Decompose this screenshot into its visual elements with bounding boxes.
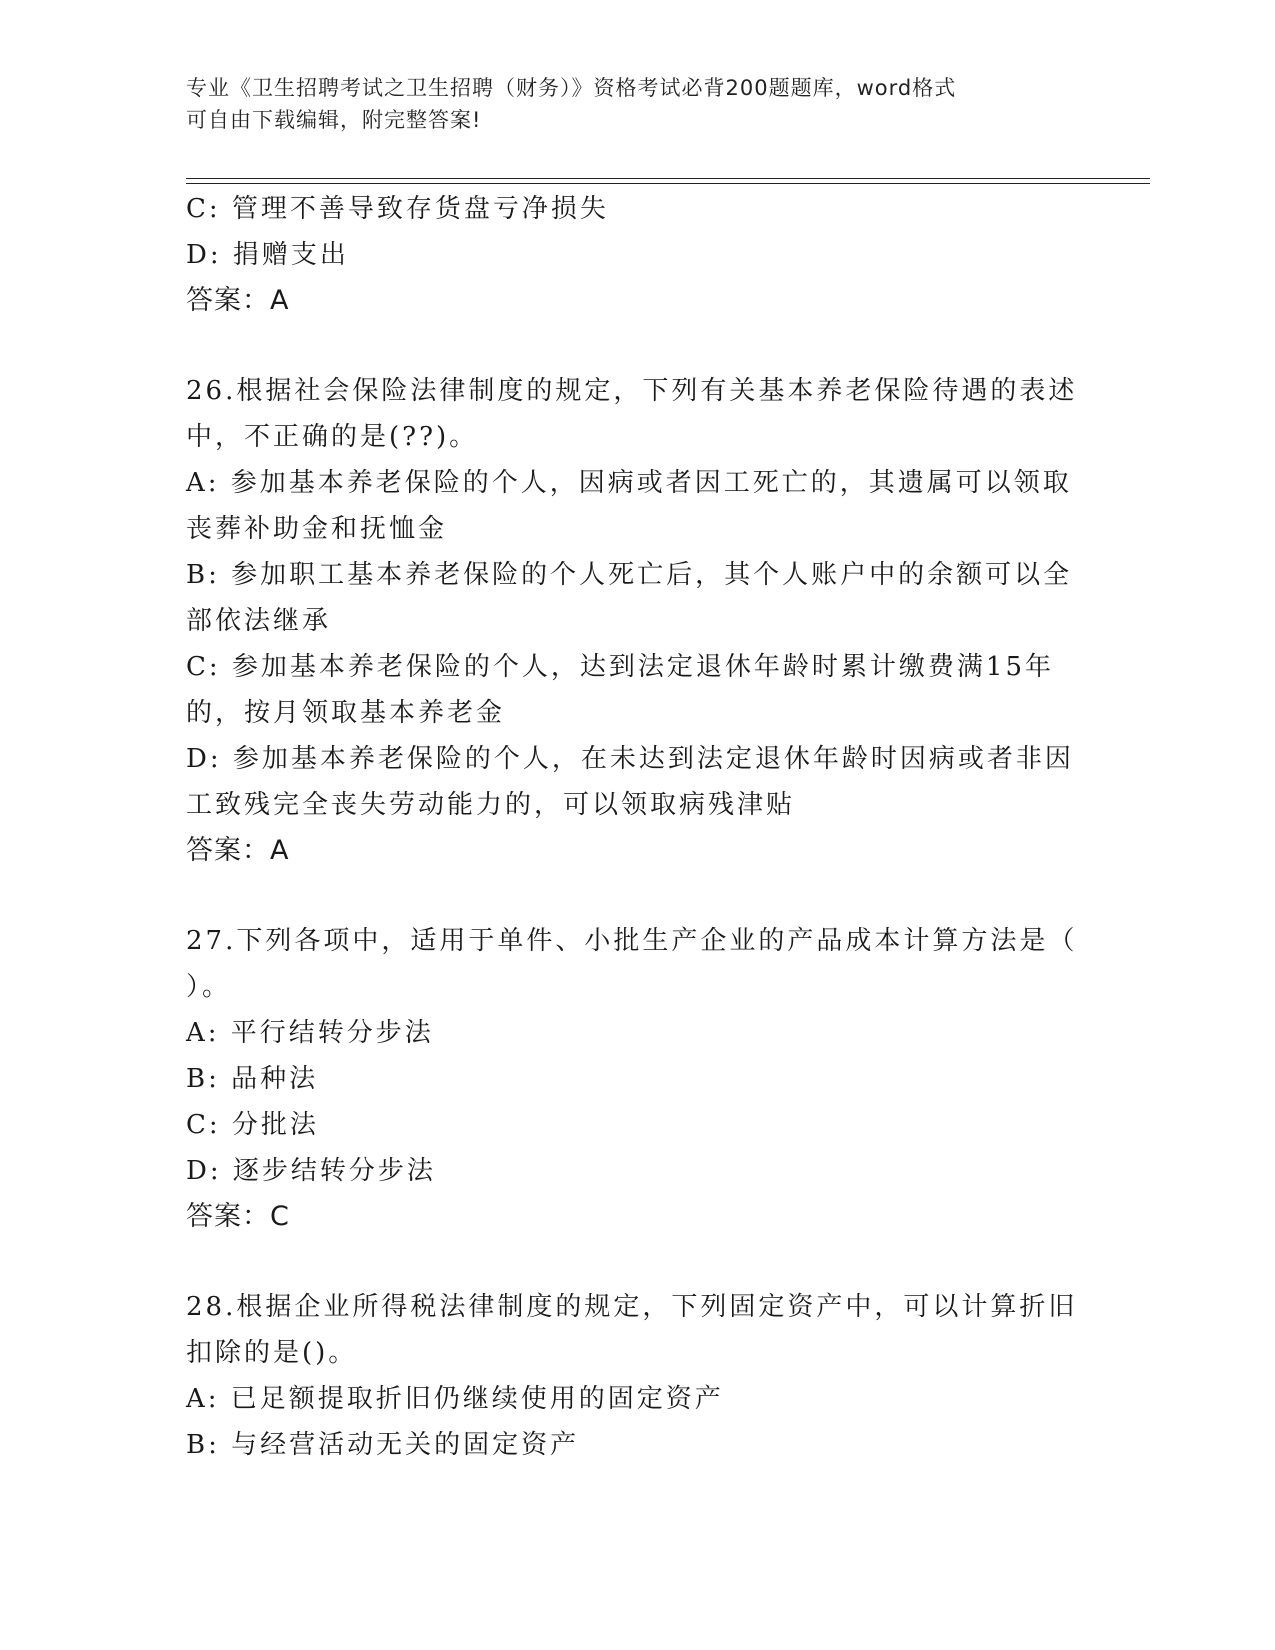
option-a-continued: 丧葬补助金和抚恤金 bbox=[186, 514, 448, 544]
option-b: B: 参加职工基本养老保险的个人死亡后，其个人账户中的余额可以全 bbox=[186, 560, 1073, 590]
question-26 bbox=[186, 368, 1078, 874]
option-c-continued: 的，按月领取基本养老金 bbox=[186, 698, 506, 728]
option-b: B: 与经营活动无关的固定资产 bbox=[186, 1430, 580, 1460]
spacer bbox=[186, 324, 1066, 368]
option-d: D: 捐赠支出 bbox=[186, 240, 349, 270]
document-body bbox=[186, 186, 1078, 1468]
option-c: C: 分批法 bbox=[186, 1110, 319, 1140]
option-b-continued: 部依法继承 bbox=[186, 606, 332, 636]
question-27 bbox=[186, 918, 1078, 1240]
header-divider-bottom bbox=[186, 183, 1150, 184]
option-a: A: 已足额提取折旧仍继续使用的固定资产 bbox=[186, 1384, 724, 1414]
option-d-continued: 工致残完全丧失劳动能力的，可以领取病残津贴 bbox=[186, 790, 796, 820]
header-divider-top bbox=[186, 178, 1150, 179]
option-a: A: 平行结转分步法 bbox=[186, 1018, 434, 1048]
question-stem: 26.根据社会保险法律制度的规定，下列有关基本养老保险待遇的表述 bbox=[186, 376, 1078, 406]
answer: 答案：A bbox=[186, 835, 290, 866]
document-header bbox=[186, 72, 1066, 136]
header-title-line-1: 专业《卫生招聘考试之卫生招聘（财务）》资格考试必背200题题库，word格式 bbox=[186, 76, 957, 100]
spacer bbox=[186, 1240, 1066, 1284]
question-stem-continued: 中，不正确的是(??)。 bbox=[186, 422, 479, 452]
question-stem-continued: 扣除的是()。 bbox=[186, 1338, 358, 1368]
option-c: C: 参加基本养老保险的个人，达到法定退休年龄时累计缴费满15年 bbox=[186, 652, 1055, 682]
option-a: A: 参加基本养老保险的个人，因病或者因工死亡的，其遗属可以领取 bbox=[186, 468, 1072, 498]
header-title-line-2: 可自由下载编辑，附完整答案! bbox=[186, 108, 482, 132]
option-d: D: 逐步结转分步法 bbox=[186, 1156, 436, 1186]
question-25-tail bbox=[186, 186, 1066, 324]
spacer bbox=[186, 874, 1066, 918]
option-b: B: 品种法 bbox=[186, 1064, 319, 1094]
option-c: C: 管理不善导致存货盘亏净损失 bbox=[186, 194, 609, 224]
question-28 bbox=[186, 1284, 1078, 1468]
question-stem: 27.下列各项中，适用于单件、小批生产企业的产品成本计算方法是（ bbox=[186, 926, 1078, 956]
option-d: D: 参加基本养老保险的个人，在未达到法定退休年龄时因病或者非因 bbox=[186, 744, 1074, 774]
question-stem-continued: ）。 bbox=[186, 972, 232, 1002]
question-stem: 28.根据企业所得税法律制度的规定，下列固定资产中，可以计算折旧 bbox=[186, 1292, 1078, 1322]
answer: 答案：C bbox=[186, 1201, 290, 1232]
answer: 答案：A bbox=[186, 285, 290, 316]
